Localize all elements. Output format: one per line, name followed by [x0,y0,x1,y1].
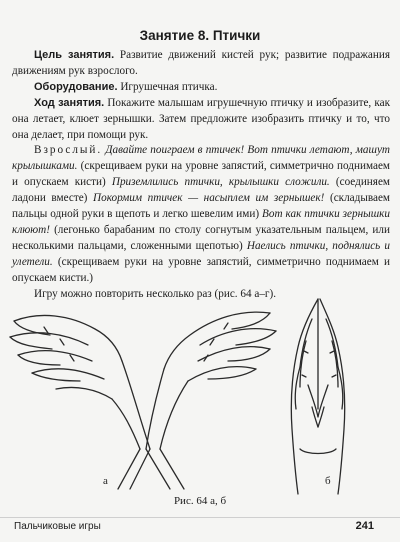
adult-paragraph [12,143,390,286]
equipment-paragraph [12,80,390,96]
figure-label-b: б [325,475,331,487]
course-text: Покажите малышам игрушечную птичку и изобразите, как она летает, клюет зернышки. Затем предложите изобразить птичку и то, что она делает, при помощи рук. [12,96,391,141]
lesson-body [12,48,390,303]
adult-speech-5: Наелись птички, поднялись и улетели. [12,239,390,268]
page-number: 241 [355,520,374,532]
adult-note-2: (соединяем ладони вместе) [12,176,390,205]
repeat-paragraph: Игру можно повторить несколько раз (рис. 64 а–г). [34,287,277,300]
course-paragraph [12,96,390,144]
adult-label: Взрослый. [34,144,103,157]
adult-note-3: (складываем пальцы одной руки в щепоть и легко шевелим ими) [12,192,391,221]
palms-together-drawing [291,299,345,494]
adult-speech-4: Вот как птички зернышки клюют! [12,208,391,236]
goal-text: Развитие движений кистей рук; развитие подражания движениям рук взрослого. [12,49,390,77]
figure-64 [0,289,400,519]
adult-note-5: (скрещиваем руки на уровне запястий, симметрично поднимаем и опускаем кисти.) [12,255,390,284]
equipment-label: Оборудование. [34,80,118,93]
goal-label: Цель занятия. [34,49,115,61]
hands-illustration [0,289,400,519]
figure-label-a: а [103,475,108,487]
adult-note-4: (легонько барабаним по столу согнутым указательным пальцем, или несколькими пальцами, сложенными щепотью) [12,223,390,252]
course-label: Ход занятия. [34,96,105,109]
lesson-title: Занятие 8. Птички [139,28,261,43]
crossed-hands-drawing [10,312,276,489]
adult-speech-1: Давайте поиграем в птичек! Вот птички летают, машут крылышками. [12,144,390,173]
equipment-text: Игрушечная птичка. [117,80,218,93]
adult-speech-3: Покормим птичек — насыплем им зернышек! [87,192,325,205]
page-footer [0,517,400,536]
goal-paragraph [12,48,390,80]
figure-caption: Рис. 64 а, б [173,495,227,507]
adult-speech-2: Приземлились птички, крылышки сложили. [105,176,330,189]
footer-section-title: Пальчиковые игры [14,521,101,532]
adult-note-1: (скрещиваем руки на уровне запястий, симметрично поднимаем и опускаем кисти) [12,160,390,189]
